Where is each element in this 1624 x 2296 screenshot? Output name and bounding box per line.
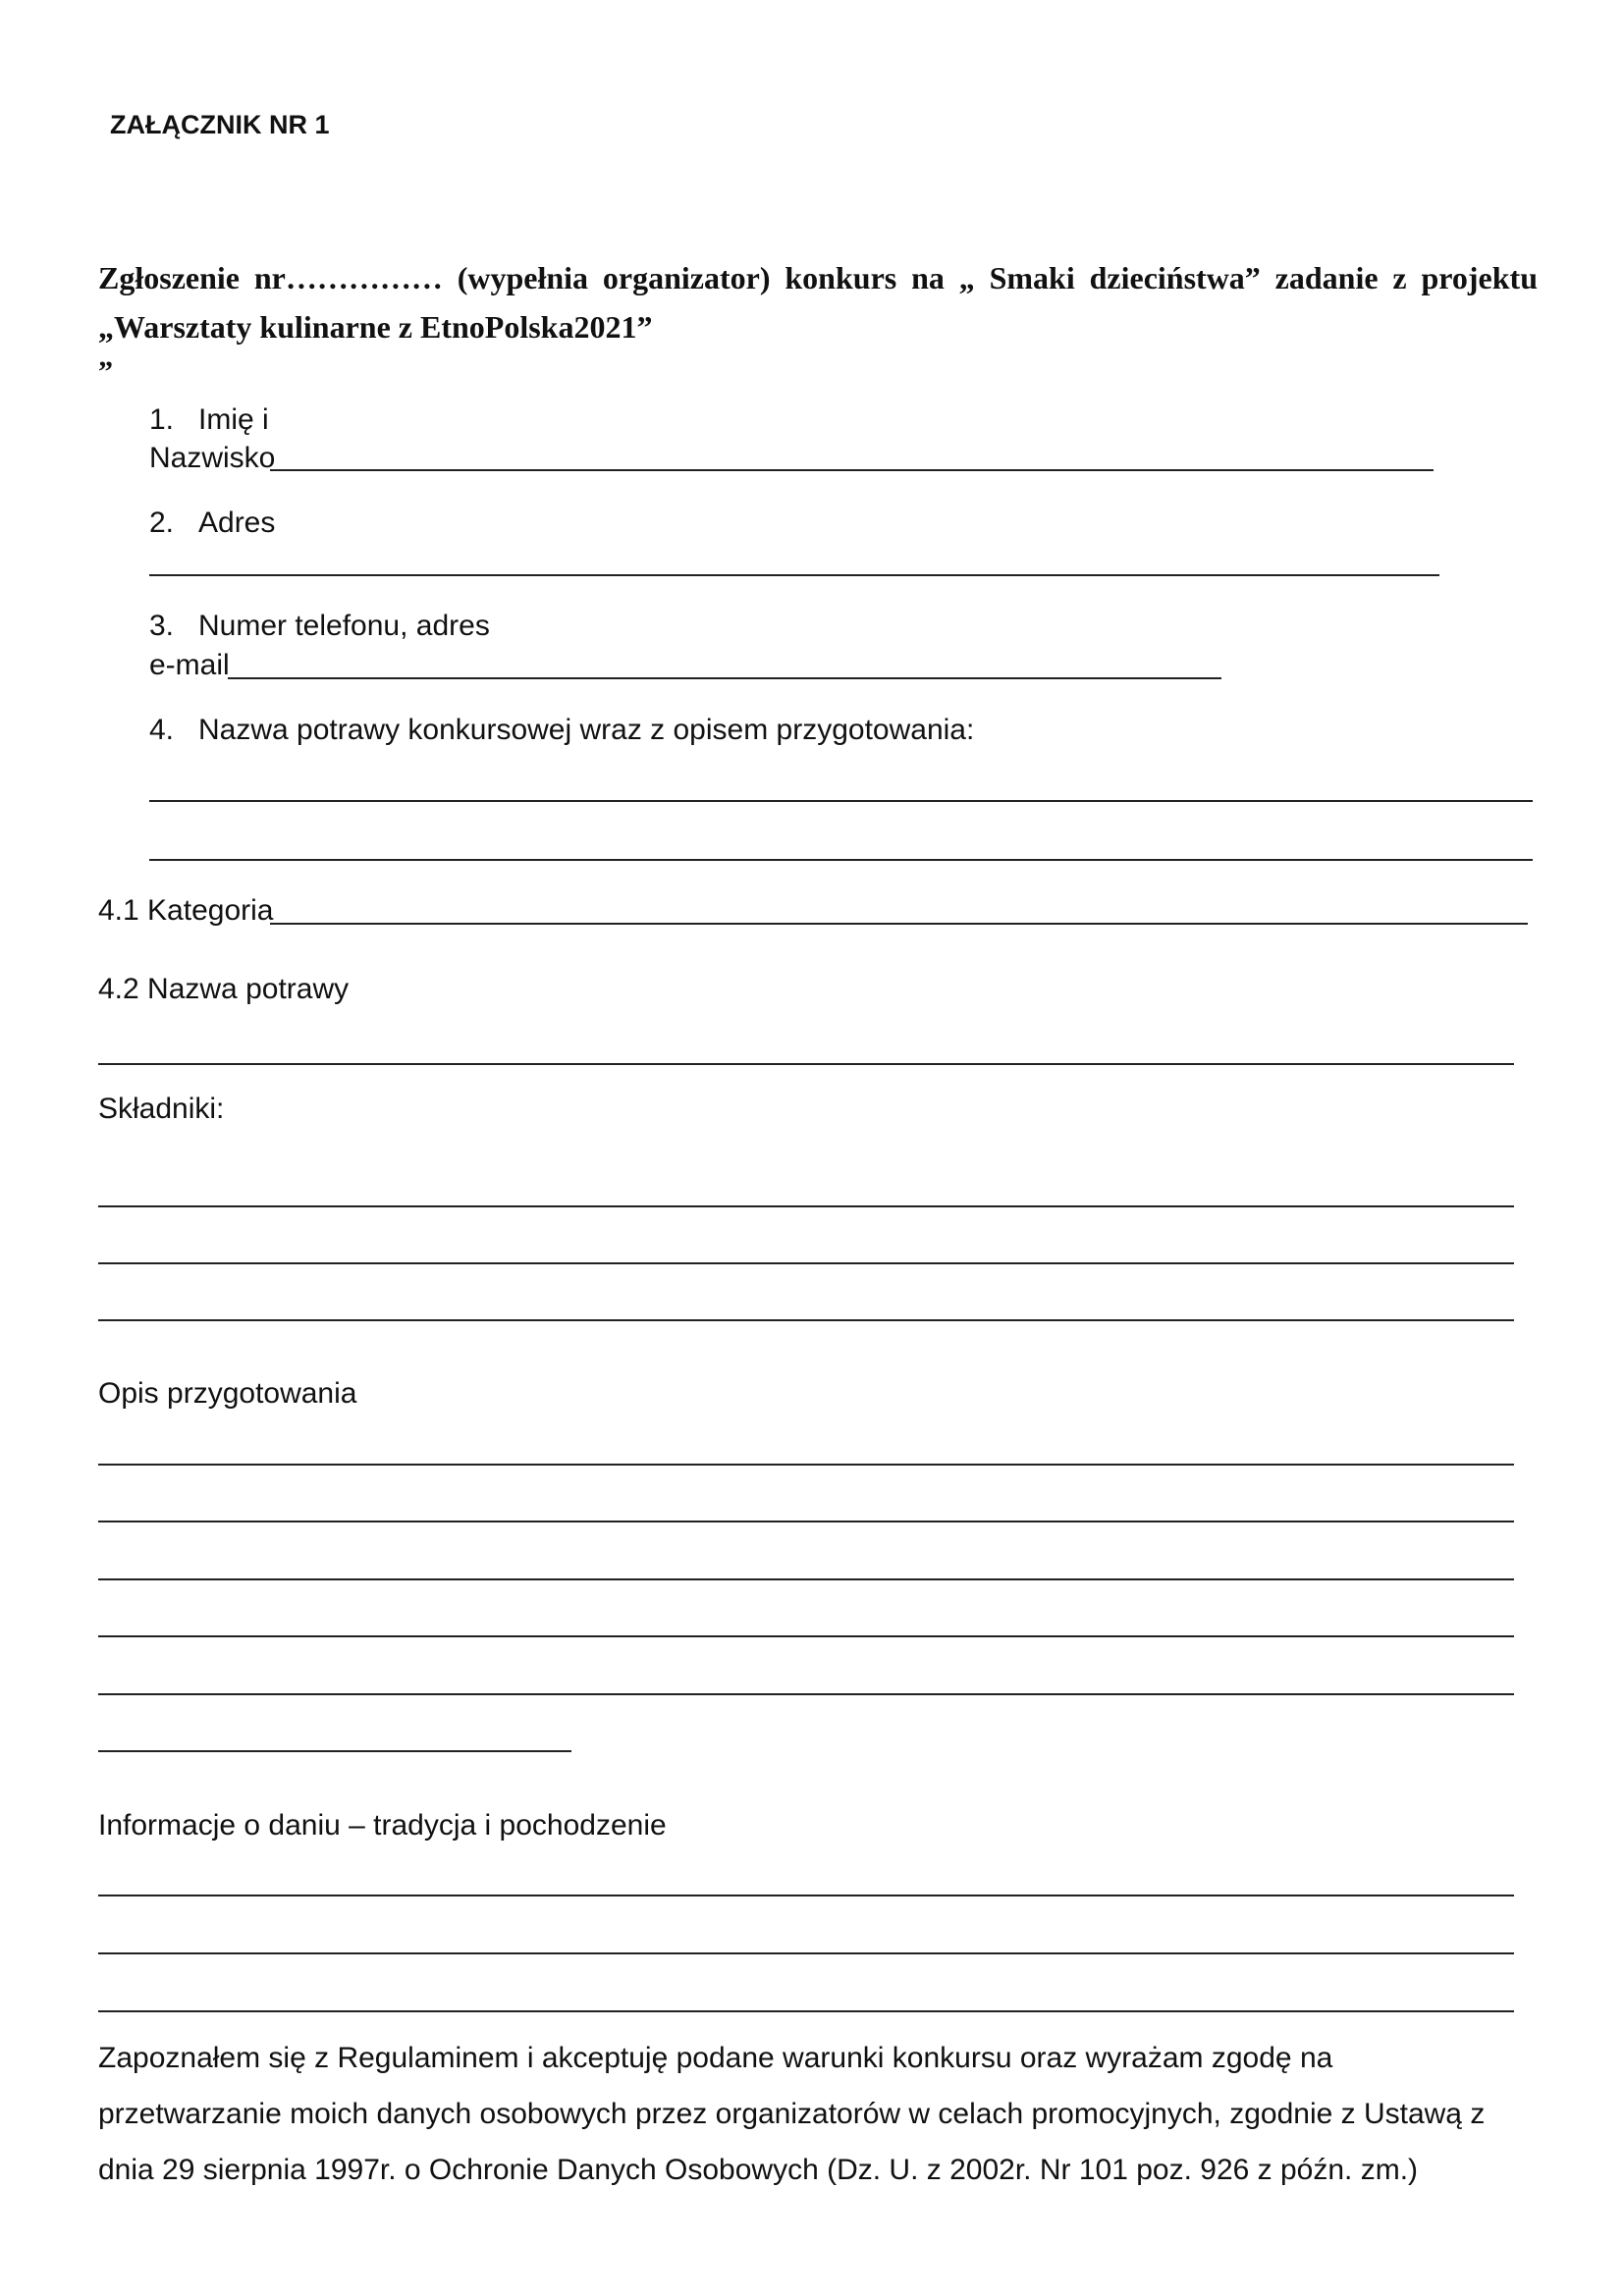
field-number: 4.	[149, 714, 175, 746]
preparation-input-line[interactable]	[98, 1464, 1514, 1466]
consent-statement: Zapoznałem się z Regulaminem i akceptuję podane warunki konkursu oraz wyrażam zgodę na przetwarzanie moich danych osobowych przez organizatorów w celach promocyjnych, zgodnie z Ustawą z dnia 29 sierpnia 1997r. o Ochronie Danych Osobowych (Dz. U. z 2002r. Nr 101 poz. 926 z późn. zm.)	[98, 2042, 1486, 2186]
dish-description-line[interactable]	[149, 859, 1533, 861]
preparation-input-line[interactable]	[98, 1521, 1514, 1522]
dish-name-input-line[interactable]	[98, 1063, 1514, 1065]
field-name-label-cont: Nazwisko	[149, 442, 276, 474]
field-contact-label-cont: e-mail	[149, 649, 230, 681]
category-label: 4.1 Kategoria	[98, 894, 274, 927]
preparation-input-line[interactable]	[98, 1635, 1514, 1637]
tradition-label: Informacje o daniu – tradycja i pochodzenie	[98, 1809, 667, 1842]
field-name-label: 1. Imię i	[149, 400, 269, 440]
ingredients-input-line[interactable]	[98, 1262, 1514, 1264]
name-input-line[interactable]	[270, 469, 1434, 471]
field-contact-label: 3. Numer telefonu, adres	[149, 607, 490, 646]
dish-name-label: 4.2 Nazwa potrawy	[98, 973, 350, 1005]
tradition-input-line[interactable]	[98, 1952, 1514, 1954]
field-dish-label: 4. Nazwa potrawy konkursowej wraz z opisem przygotowania:	[149, 711, 974, 750]
annex-title: ZAŁĄCZNIK NR 1	[110, 110, 330, 139]
preparation-label: Opis przygotowania	[98, 1377, 357, 1410]
field-number: 3.	[149, 610, 175, 642]
tradition-input-line[interactable]	[98, 2010, 1514, 2012]
form-title: Zgłoszenie nr…………… (wypełnia organizator) konkurs na „ Smaki dzieciństwa” zadanie z projektu „Warsztaty kulinarne z EtnoPolska2021”	[98, 260, 1538, 345]
ingredients-label: Składniki:	[98, 1093, 225, 1125]
tradition-input-line[interactable]	[98, 1895, 1514, 1896]
field-address-label: 2. Adres	[149, 504, 275, 543]
dish-description-line[interactable]	[149, 800, 1533, 802]
stray-quote: ”	[98, 355, 113, 388]
ingredients-input-line[interactable]	[98, 1205, 1514, 1207]
preparation-input-line[interactable]	[98, 1578, 1514, 1580]
field-number: 2.	[149, 507, 175, 539]
preparation-input-line[interactable]	[98, 1693, 1514, 1695]
preparation-input-line-short[interactable]	[98, 1750, 571, 1752]
category-input-line[interactable]	[270, 923, 1528, 925]
ingredients-input-line[interactable]	[98, 1319, 1514, 1321]
address-input-line[interactable]	[149, 574, 1439, 576]
contact-input-line[interactable]	[228, 677, 1221, 679]
field-number: 1.	[149, 403, 175, 436]
